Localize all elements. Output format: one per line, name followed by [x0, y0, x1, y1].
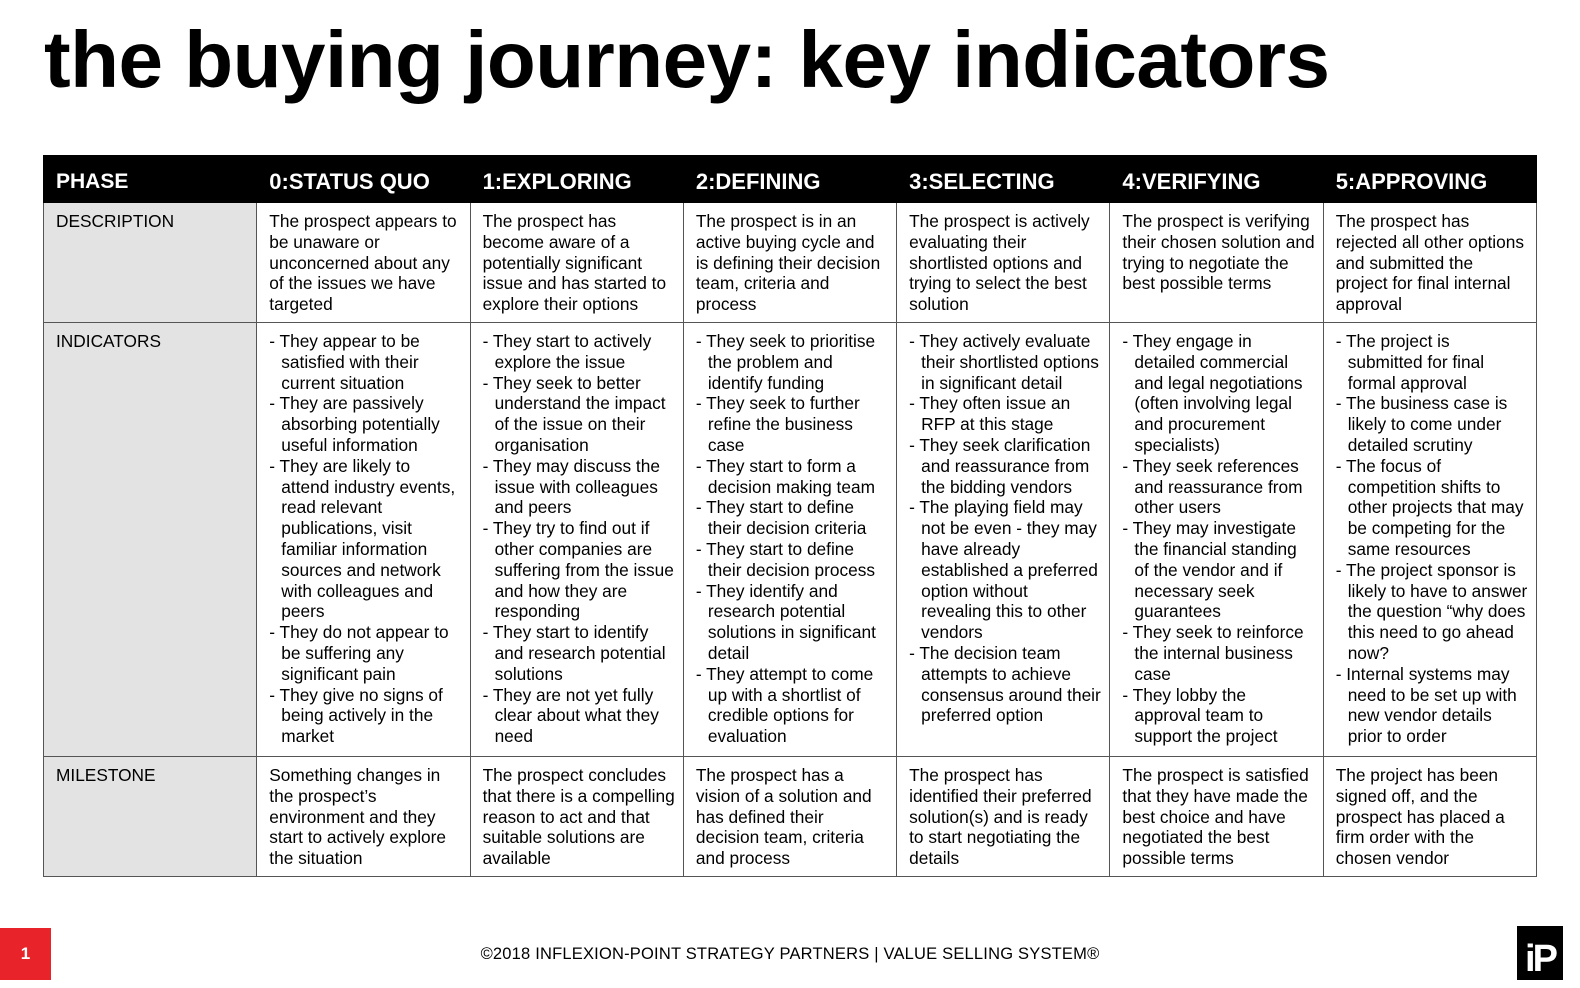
header-status-quo: 0:STATUS QUO: [257, 156, 470, 203]
footer-copyright: ©2018 INFLEXION-POINT STRATEGY PARTNERS | VALUE SELLING SYSTEM®: [480, 945, 1100, 963]
indicator-item: - They may investigate the financial standing of the vendor and if necessary seek guarantees: [1122, 518, 1314, 622]
row-label-indicators: INDICATORS: [44, 323, 257, 757]
description-cell: The prospect is in an active buying cycle and is defining their decision team, criteria and process: [683, 203, 896, 323]
indicator-item: - They identify and research potential solutions in significant detail: [696, 581, 888, 664]
indicators-row: [44, 323, 1537, 757]
indicator-list: [1122, 331, 1314, 747]
milestone-row: [44, 757, 1537, 877]
indicator-item: - They give no signs of being actively in the market: [269, 685, 461, 747]
indicator-item: - The project sponsor is likely to have to answer the question “why does this need to go ahead now?: [1336, 560, 1528, 664]
indicator-item: - Internal systems may need to be set up with new vendor details prior to order: [1336, 664, 1528, 747]
header-selecting: 3:SELECTING: [897, 156, 1110, 203]
indicator-list: [909, 331, 1101, 726]
indicators-cell: [257, 323, 470, 757]
description-cell: The prospect appears to be unaware or unconcerned about any of the issues we have targeted: [257, 203, 470, 323]
header-phase: PHASE: [44, 156, 257, 203]
indicator-item: - They are passively absorbing potentially useful information: [269, 393, 461, 455]
indicator-item: - The focus of competition shifts to other projects that may be competing for the same resources: [1336, 456, 1528, 560]
indicator-item: - They actively evaluate their shortlisted options in significant detail: [909, 331, 1101, 393]
description-cell: The prospect has rejected all other options and submitted the project for final internal approval: [1323, 203, 1536, 323]
indicators-cell: [470, 323, 683, 757]
indicator-list: [269, 331, 461, 747]
indicator-item: - They start to define their decision criteria: [696, 497, 888, 539]
indicator-item: - They seek to better understand the impact of the issue on their organisation: [483, 373, 675, 456]
description-cell: The prospect has become aware of a potentially significant issue and has started to explore their options: [470, 203, 683, 323]
indicator-item: - They start to actively explore the issue: [483, 331, 675, 373]
indicator-item: - They appear to be satisfied with their current situation: [269, 331, 461, 393]
indicator-item: - They attempt to come up with a shortlist of credible options for evaluation: [696, 664, 888, 747]
indicator-item: - They are likely to attend industry events, read relevant publications, visit familiar information sources and network with colleagues and peers: [269, 456, 461, 622]
header-approving: 5:APPROVING: [1323, 156, 1536, 203]
indicator-item: - They may discuss the issue with colleagues and peers: [483, 456, 675, 518]
description-row: [44, 203, 1537, 323]
indicator-item: - They seek to prioritise the problem and identify funding: [696, 331, 888, 393]
milestone-cell: The prospect has a vision of a solution and has defined their decision team, criteria and process: [683, 757, 896, 877]
milestone-cell: Something changes in the prospect’s environment and they start to actively explore the situation: [257, 757, 470, 877]
header-defining: 2:DEFINING: [683, 156, 896, 203]
header-exploring: 1:EXPLORING: [470, 156, 683, 203]
indicator-item: - The project is submitted for final formal approval: [1336, 331, 1528, 393]
milestone-cell: The project has been signed off, and the prospect has placed a firm order with the chosen vendor: [1323, 757, 1536, 877]
buying-journey-table: [43, 155, 1537, 877]
indicator-item: - The playing field may not be even - they may have already established a preferred option without revealing this to other vendors: [909, 497, 1101, 643]
indicator-item: - The decision team attempts to achieve consensus around their preferred option: [909, 643, 1101, 726]
header-verifying: 4:VERIFYING: [1110, 156, 1323, 203]
indicator-item: - They try to find out if other companies are suffering from the issue and how they are responding: [483, 518, 675, 622]
ip-logo: iP: [1517, 926, 1563, 980]
indicators-cell: [683, 323, 896, 757]
indicator-item: - They seek to reinforce the internal business case: [1122, 622, 1314, 684]
indicator-list: [1336, 331, 1528, 747]
indicator-item: - They start to identify and research potential solutions: [483, 622, 675, 684]
indicators-cell: [897, 323, 1110, 757]
row-label-milestone: MILESTONE: [44, 757, 257, 877]
header-row: [44, 156, 1537, 203]
indicator-item: - They lobby the approval team to support the project: [1122, 685, 1314, 747]
indicator-item: - They engage in detailed commercial and legal negotiations (often involving legal and procurement specialists): [1122, 331, 1314, 456]
indicator-item: - They seek to further refine the business case: [696, 393, 888, 455]
indicators-cell: [1110, 323, 1323, 757]
description-cell: The prospect is verifying their chosen solution and trying to negotiate the best possible terms: [1110, 203, 1323, 323]
indicator-item: - They start to define their decision process: [696, 539, 888, 581]
indicator-item: - They do not appear to be suffering any significant pain: [269, 622, 461, 684]
indicator-list: [483, 331, 675, 747]
row-label-description: DESCRIPTION: [44, 203, 257, 323]
description-cell: The prospect is actively evaluating their shortlisted options and trying to select the best solution: [897, 203, 1110, 323]
milestone-cell: The prospect has identified their preferred solution(s) and is ready to start negotiating the details: [897, 757, 1110, 877]
milestone-cell: The prospect concludes that there is a compelling reason to act and that suitable solutions are available: [470, 757, 683, 877]
page-title: the buying journey: key indicators: [44, 15, 1330, 104]
indicator-item: - They seek clarification and reassurance from the bidding vendors: [909, 435, 1101, 497]
indicator-item: - They start to form a decision making team: [696, 456, 888, 498]
indicator-item: - The business case is likely to come under detailed scrutiny: [1336, 393, 1528, 455]
milestone-cell: The prospect is satisfied that they have made the best choice and have negotiated the best possible terms: [1110, 757, 1323, 877]
indicator-list: [696, 331, 888, 747]
indicator-item: - They are not yet fully clear about what they need: [483, 685, 675, 747]
indicator-item: - They often issue an RFP at this stage: [909, 393, 1101, 435]
indicator-item: - They seek references and reassurance from other users: [1122, 456, 1314, 518]
page-number-badge: 1: [0, 928, 51, 980]
indicators-cell: [1323, 323, 1536, 757]
